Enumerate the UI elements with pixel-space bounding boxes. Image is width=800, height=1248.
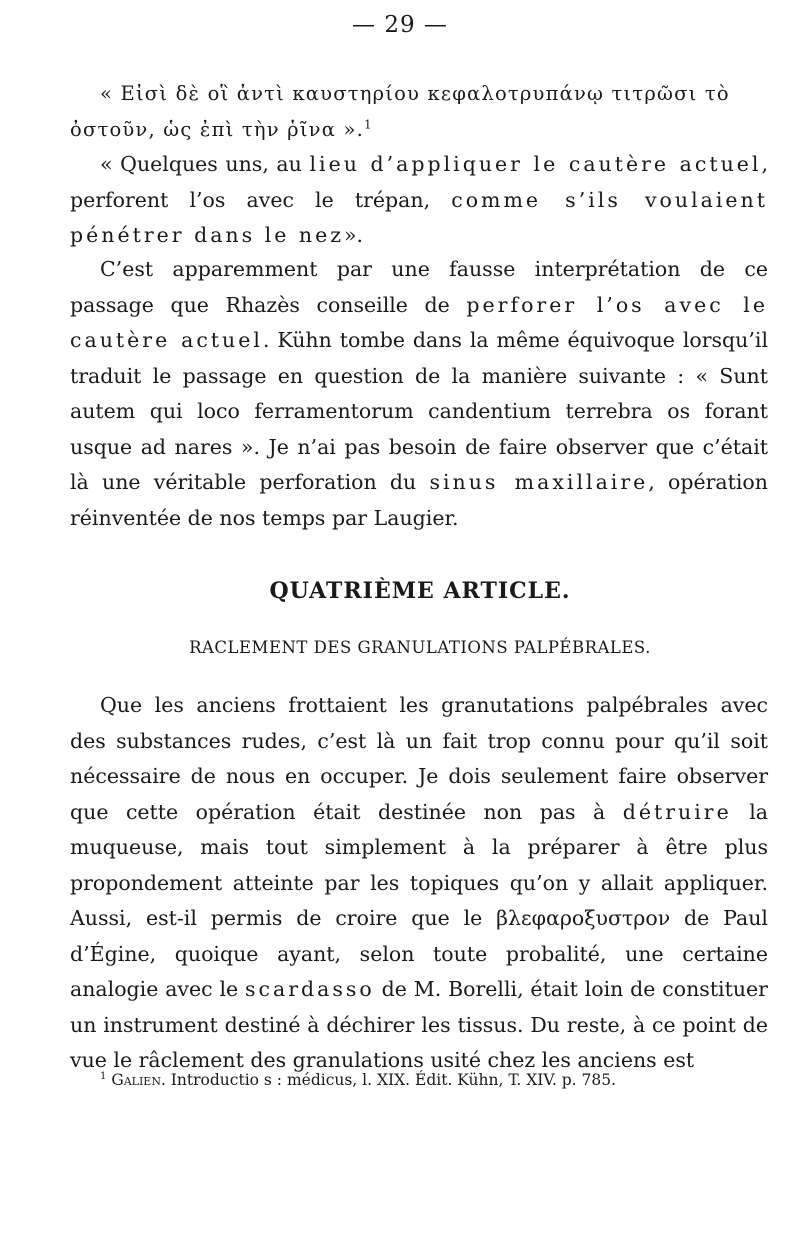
paragraph-text: Que les anciens frottaient les granutations palpébrales avec des substances rudes, c’est là un fait trop connu pour qu’il soit nécessaire de nous en occuper. Je dois seulement faire observer que cette opération était destinée non pas à [70, 693, 768, 824]
paragraph-text: ». [344, 223, 364, 247]
paragraph-text: la muqueuse, mais tout simplement à la préparer à être plus propondement atteinte par les topiques qu’on y allait appliquer. Aussi, est-il permis de croire que le [70, 799, 768, 930]
article-subtitle: RACLEMENT DES GRANULATIONS PALPÉBRALES. [189, 638, 651, 657]
paragraph-text: « Quelques uns, au [100, 152, 310, 176]
paragraph-text: de M. Borelli, était loin de constituer un instrument destiné à déchirer les tissus. Du reste, à ce point de vue le râclement des granulations usité chez les anciens est [70, 977, 768, 1072]
paragraph-article-body [70, 688, 768, 1079]
emphasized-text: scardasso [245, 977, 375, 1001]
article-title: QUATRIÈME ARTICLE. [269, 578, 571, 604]
emphasized-text: sinus maxillaire [429, 470, 649, 494]
paragraph-commentary [70, 252, 768, 536]
footnote-number: 1 [100, 1071, 107, 1082]
paragraph-text: , perforent l’os avec le trépan, [70, 152, 768, 212]
footnote-reference: 1 [364, 117, 373, 131]
page-number: — 29 — [352, 12, 448, 38]
paragraph-text: de Paul d’Égine, quoique ayant, selon toute probalité, une certaine analogie avec le [70, 906, 768, 1001]
footnote-author: Galien [111, 1071, 161, 1090]
paragraph-translation [70, 147, 768, 254]
footnote [100, 1066, 768, 1091]
greek-quote-text: « Εἰσὶ δὲ οἳ ἀντὶ καυστηρίου κεφαλοτρυπάνῳ τιτρῶσι τὸ ὀστοῦν, ὡς ἐπὶ τὴν ῥῖνα ». [70, 82, 730, 141]
footnote-text: . Introductio s : médicus, l. XIX. Édit. Kühn, T. XIV. p. 785. [160, 1071, 617, 1090]
emphasized-text: comme s’ils voulaient pénétrer dans le nez [70, 187, 768, 247]
emphasized-text: lieu d’appliquer le cautère actuel [309, 152, 762, 176]
greek-quote [70, 76, 768, 147]
greek-term: βλεφαροξυστρον [496, 906, 671, 930]
emphasized-text: détruire [622, 799, 732, 824]
emphasized-text: perforer l’os avec le cautère actuel [70, 292, 769, 352]
paragraph-text: , opération réinventée de nos temps par Laugier. [70, 470, 768, 530]
paragraph-text: C’est apparemment par une fausse interprétation de ce passage que Rhazès conseille de [70, 257, 768, 317]
paragraph-text: . Kühn tombe dans la même équivoque lorsqu’il traduit le passage en question de la manière suivante : « Sunt autem qui loco ferramentorum candentium terrebra os forant usque ad nares ». Je n’ai pas besoin de faire observer que c’était là une véritable perforation du [70, 328, 768, 494]
